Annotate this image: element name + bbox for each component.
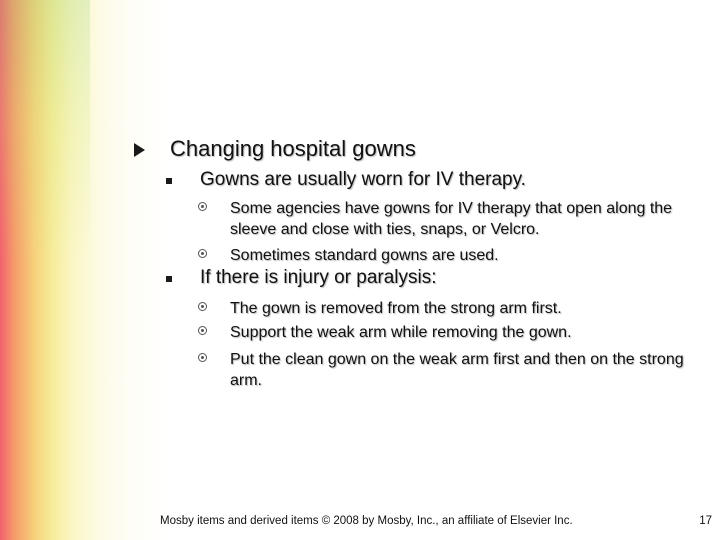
square-bullet-icon — [166, 276, 172, 282]
sub-bullet-text: Put the clean gown on the weak arm first and then on the strong arm. — [230, 351, 684, 389]
circle-bullet-icon — [198, 353, 207, 362]
circle-bullet-icon — [198, 202, 207, 211]
sub-bullet-text: Support the weak arm while removing the gown. — [230, 324, 572, 341]
bullet-text: Gowns are usually worn for IV therapy. — [200, 169, 526, 190]
slide-heading: Changing hospital gowns — [170, 136, 416, 161]
arrow-bullet-icon — [134, 143, 145, 157]
sub-bullet-text: Some agencies have gowns for IV therapy that open along the sleeve and close with ties, snaps, or Velcro. — [230, 200, 673, 238]
bullet-text: If there is injury or paralysis: — [200, 267, 437, 288]
circle-bullet-icon — [198, 326, 207, 335]
sub-bullet-text: Sometimes standard gowns are used. — [230, 247, 499, 264]
circle-bullet-icon — [198, 249, 207, 258]
circle-bullet-icon — [198, 302, 207, 311]
square-bullet-icon — [166, 178, 172, 184]
sub-bullet-text: The gown is removed from the strong arm first. — [230, 300, 562, 317]
page-number: 17 — [699, 515, 712, 527]
copyright-footer: Mosby items and derived items © 2008 by Mosby, Inc., an affiliate of Elsevier Inc. — [160, 515, 573, 527]
